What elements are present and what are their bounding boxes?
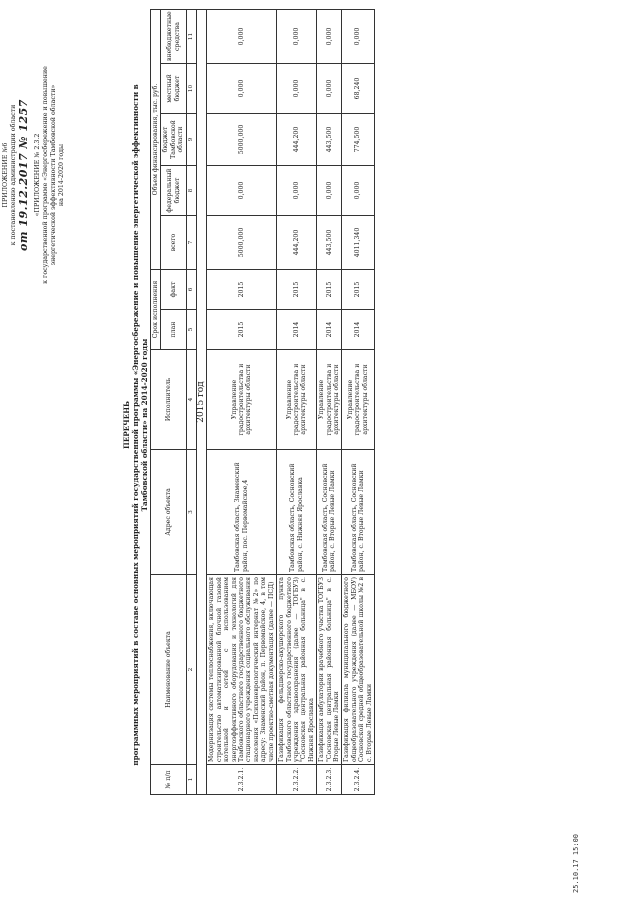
row-extra: 0,000 (342, 9, 375, 63)
header-line-2: к постановлению администрации области (10, 104, 17, 246)
header-term: Срок исполнения (151, 270, 161, 350)
row-name: Газификация фельдшерско-акушерского пункта Тамбовского областного государственного бюджетного учреждения здравоохранения (далее — ТОГБУЗ) "Сосновская центральная районная больница" в с. Нижняя Ярославка (277, 575, 317, 765)
print-timestamp: 25.10.17 15:00 (572, 833, 580, 893)
table-row (342, 9, 375, 794)
row-plan: 2014 (277, 310, 317, 350)
row-federal: 0,000 (342, 166, 375, 216)
row-plan: 2014 (317, 310, 342, 350)
header-total: всего (161, 216, 186, 270)
measures-table (150, 9, 375, 795)
colnum: 2 (186, 575, 196, 765)
row-total: 5000,000 (207, 216, 277, 270)
colnum: 3 (186, 450, 196, 575)
header-line-4: к государственной программе «Энергосбережение и повышение (42, 66, 49, 284)
row-address: Тамбовская область, Сосновский район, с. Вторые Левые Ламки (317, 450, 342, 575)
row-executor: Управление градостроительства и архитектуры области (277, 350, 317, 450)
row-fact: 2015 (207, 270, 277, 310)
row-fact: 2015 (317, 270, 342, 310)
header-address: Адрес объекта (151, 450, 187, 575)
row-federal: 0,000 (317, 166, 342, 216)
header-local: местный бюджет (161, 64, 186, 114)
row-total: 443,500 (317, 216, 342, 270)
row-regional: 5000,000 (207, 114, 277, 166)
year-section-label: 2015 год (197, 9, 207, 794)
row-plan: 2014 (342, 310, 375, 350)
table-row (317, 9, 342, 794)
document-title (122, 45, 149, 805)
title-line-1: ПЕРЕЧЕНЬ (122, 401, 131, 449)
header-fact: факт (161, 270, 186, 310)
header-executor: Исполнитель (151, 350, 187, 450)
row-num: 2.3.2.1. (207, 765, 277, 795)
colnum: 11 (186, 9, 196, 63)
row-executor: Управление градостроительства и архитектуры области (342, 350, 375, 450)
row-federal: 0,000 (277, 166, 317, 216)
row-address: Тамбовская область, Сосновский район, с. Вторые Левые Ламки (342, 450, 375, 575)
colnum: 1 (186, 765, 196, 795)
colnum: 7 (186, 216, 196, 270)
approval-header (2, 10, 66, 340)
row-plan: 2015 (207, 310, 277, 350)
header-plan: план (161, 310, 186, 350)
row-extra: 0,000 (207, 9, 277, 63)
colnum: 6 (186, 270, 196, 310)
row-federal: 0,000 (207, 166, 277, 216)
row-local: 68,240 (342, 64, 375, 114)
header-line-6: на 2014-2020 годы (58, 143, 65, 207)
column-number-row (186, 9, 196, 794)
row-local: 0,000 (207, 64, 277, 114)
handwritten-date-number: от 19.12.2017 № 1257 (17, 99, 30, 251)
colnum: 9 (186, 114, 196, 166)
colnum: 4 (186, 350, 196, 450)
colnum: 8 (186, 166, 196, 216)
row-fact: 2015 (342, 270, 375, 310)
table-row (277, 9, 317, 794)
row-address: Тамбовская область, Сосновский район, с. Нижняя Ярославка (277, 450, 317, 575)
header-funding: Объем финансирования, тыс. руб. (151, 9, 161, 269)
row-extra: 0,000 (277, 9, 317, 63)
row-name: Газификация амбулатории врачебного участка ТОГБУЗ "Сосновская центральная районная больница" в с. Вторые Левые Ламки (317, 575, 342, 765)
colnum: 5 (186, 310, 196, 350)
row-total: 444,200 (277, 216, 317, 270)
row-regional: 774,500 (342, 114, 375, 166)
row-local: 0,000 (277, 64, 317, 114)
header-line-5: энергетической эффективности Тамбовской области» (50, 84, 57, 266)
row-num: 2.3.2.4. (342, 765, 375, 795)
header-num: № п/п (151, 765, 187, 795)
row-name: Газификация филиала муниципального бюджетного общеобразовательного учреждения (далее — МБОУ) Сосновской средней общеобразовательной школы №2 в с. Вторые Левые Ламки (342, 575, 375, 765)
header-line-1: ПРИЛОЖЕНИЕ №6 (2, 142, 9, 208)
title-line-3: Тамбовской области» на 2014-2020 годы (140, 338, 149, 512)
row-fact: 2015 (277, 270, 317, 310)
row-executor: Управление градостроительства и архитектуры области (317, 350, 342, 450)
colnum: 10 (186, 64, 196, 114)
row-regional: 444,200 (277, 114, 317, 166)
row-executor: Управление градостроительства и архитектуры области (207, 350, 277, 450)
row-name: Модернизация системы теплоснабжения, включающая строительство автоматизированной блочной газовой котельной и сетей с использованием энергоэффективного оборудования и технологий для Тамбовского областного государственного бюджетного стационарного учреждения социального обслуживания населения «Психоневрологический интернат №2» по адресу: Знаменский район, п. Первомайское, 4, в том числе проектно-сметная документация (далее — ПСД) (207, 575, 277, 765)
row-total: 4011,340 (342, 216, 375, 270)
row-address: Тамбовская область, Знаменский район, пос. Первомайское,4 (207, 450, 277, 575)
header-extra: внебюджетные средства (161, 9, 186, 63)
row-num: 2.3.2.2. (277, 765, 317, 795)
row-num: 2.3.2.3. (317, 765, 342, 795)
header-federal: федеральный бюджет (161, 166, 186, 216)
row-regional: 443,500 (317, 114, 342, 166)
row-extra: 0,000 (317, 9, 342, 63)
row-local: 0,000 (317, 64, 342, 114)
header-regional: бюджет Тамбовской области (161, 114, 186, 166)
header-name: Наименование объекта (151, 575, 187, 765)
title-line-2: программных мероприятий в составе основных мероприятий государственной программы «Энергосбережение и повышение энергетической эффективности в (131, 84, 140, 766)
header-line-3: «ПРИЛОЖЕНИЕ № 2.3.2 (34, 133, 41, 217)
table-row (207, 9, 277, 794)
